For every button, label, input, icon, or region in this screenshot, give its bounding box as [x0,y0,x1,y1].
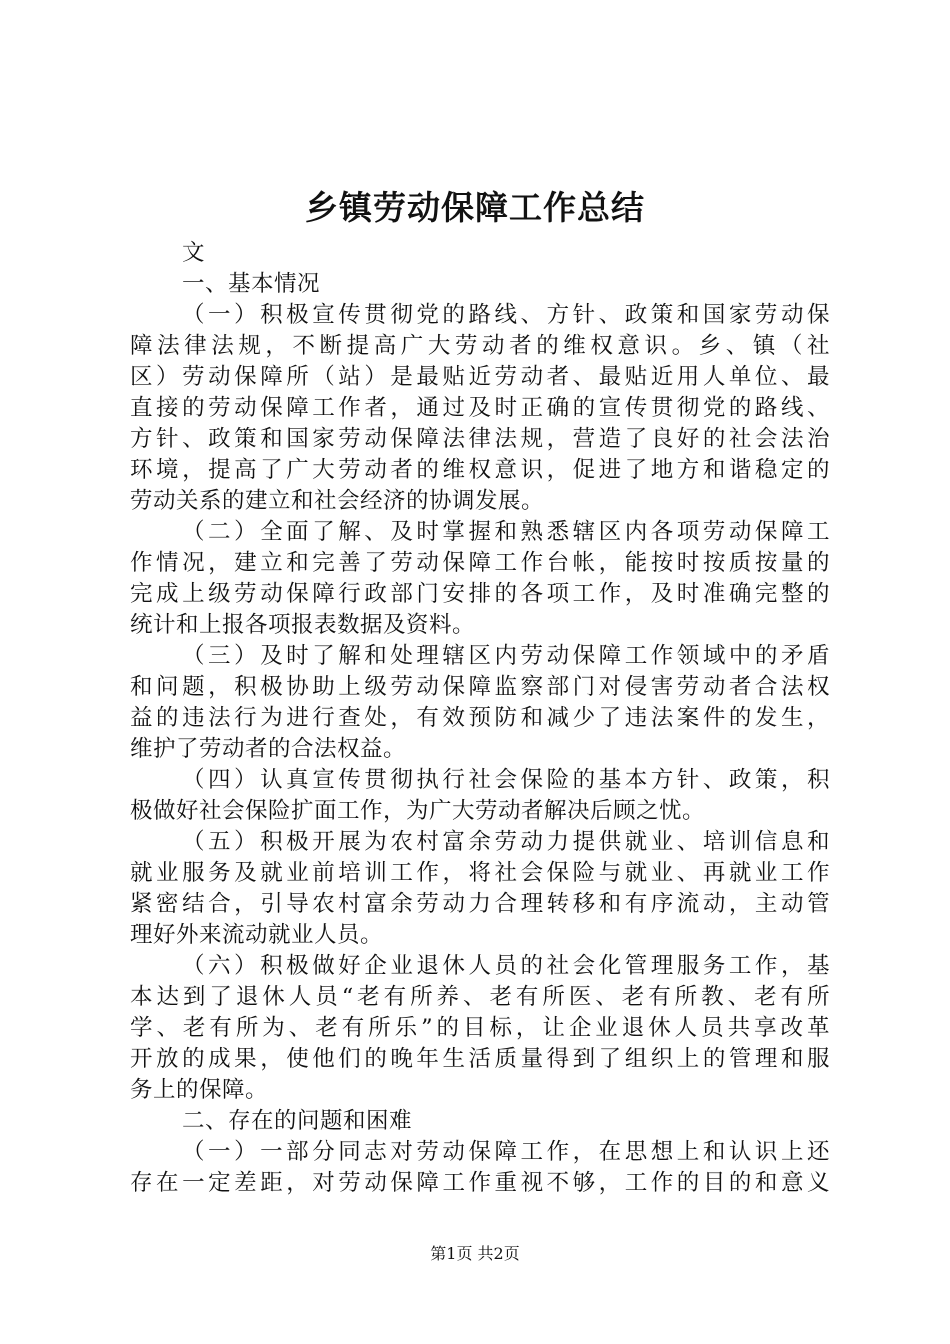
text-line: 紧密结合，引导农村富余劳动力合理转移和有序流动，主动管 [130,891,830,917]
text-line: 障法律法规，不断提高广大劳动者的维权意识。乡、镇（社 [130,333,830,359]
document-title: 乡镇劳动保障工作总结 [305,188,645,227]
text-line: 区）劳动保障所（站）是最贴近劳动者、最贴近用人单位、最 [130,364,830,390]
text-line: 存在一定差距，对劳动保障工作重视不够，工作的目的和意义 [130,1170,830,1196]
text-line: 统计和上报各项报表数据及资料。 [130,612,476,638]
document-body [130,238,830,1199]
text-line: 文 [182,240,206,266]
text-line: 一、基本情况 [182,271,321,297]
text-line: 益的违法行为进行查处，有效预防和减少了违法案件的发生， [130,705,830,731]
text-line: 完成上级劳动保障行政部门安排的各项工作，及时准确完整的 [130,581,830,607]
text-line: 就业服务及就业前培训工作，将社会保险与就业、再就业工作 [130,860,830,886]
text-line: （六）积极做好企业退休人员的社会化管理服务工作，基 [182,953,830,979]
text-line: 开放的成果，使他们的晚年生活质量得到了组织上的管理和服 [130,1046,830,1072]
text-line: 极做好社会保险扩面工作，为广大劳动者解决后顾之忧。 [130,798,706,824]
text-line: （四）认真宣传贯彻执行社会保险的基本方针、政策，积 [182,767,830,793]
text-line: 和问题，积极协助上级劳动保障监察部门对侵害劳动者合法权 [130,674,830,700]
text-line: 务上的保障。 [130,1077,269,1103]
text-line: 劳动关系的建立和社会经济的协调发展。 [130,488,545,514]
text-line: 理好外来流动就业人员。 [130,922,384,948]
text-line: （一）积极宣传贯彻党的路线、方针、政策和国家劳动保 [182,302,830,328]
text-line: 本达到了退休人员“老有所养、老有所医、老有所教、老有所 [130,984,830,1010]
text-line: （五）积极开展为农村富余劳动力提供就业、培训信息和 [182,829,830,855]
text-line: 二、存在的问题和困难 [182,1108,413,1134]
text-line: （二）全面了解、及时掌握和熟悉辖区内各项劳动保障工 [182,519,830,545]
text-line: （三）及时了解和处理辖区内劳动保障工作领域中的矛盾 [182,643,830,669]
text-line: 作情况，建立和完善了劳动保障工作台帐，能按时按质按量的 [130,550,830,576]
text-line: （一）一部分同志对劳动保障工作，在思想上和认识上还 [182,1139,830,1165]
text-line: 维护了劳动者的合法权益。 [130,736,407,762]
text-line: 方针、政策和国家劳动保障法律法规，营造了良好的社会法治 [130,426,830,452]
text-line: 直接的劳动保障工作者，通过及时正确的宣传贯彻党的路线、 [130,395,830,421]
text-line: 学、老有所为、老有所乐”的目标，让企业退休人员共享改革 [130,1015,830,1041]
text-line: 环境，提高了广大劳动者的维权意识，促进了地方和谐稳定的 [130,457,830,483]
page-footer: 第1页 共2页 [430,1244,520,1263]
